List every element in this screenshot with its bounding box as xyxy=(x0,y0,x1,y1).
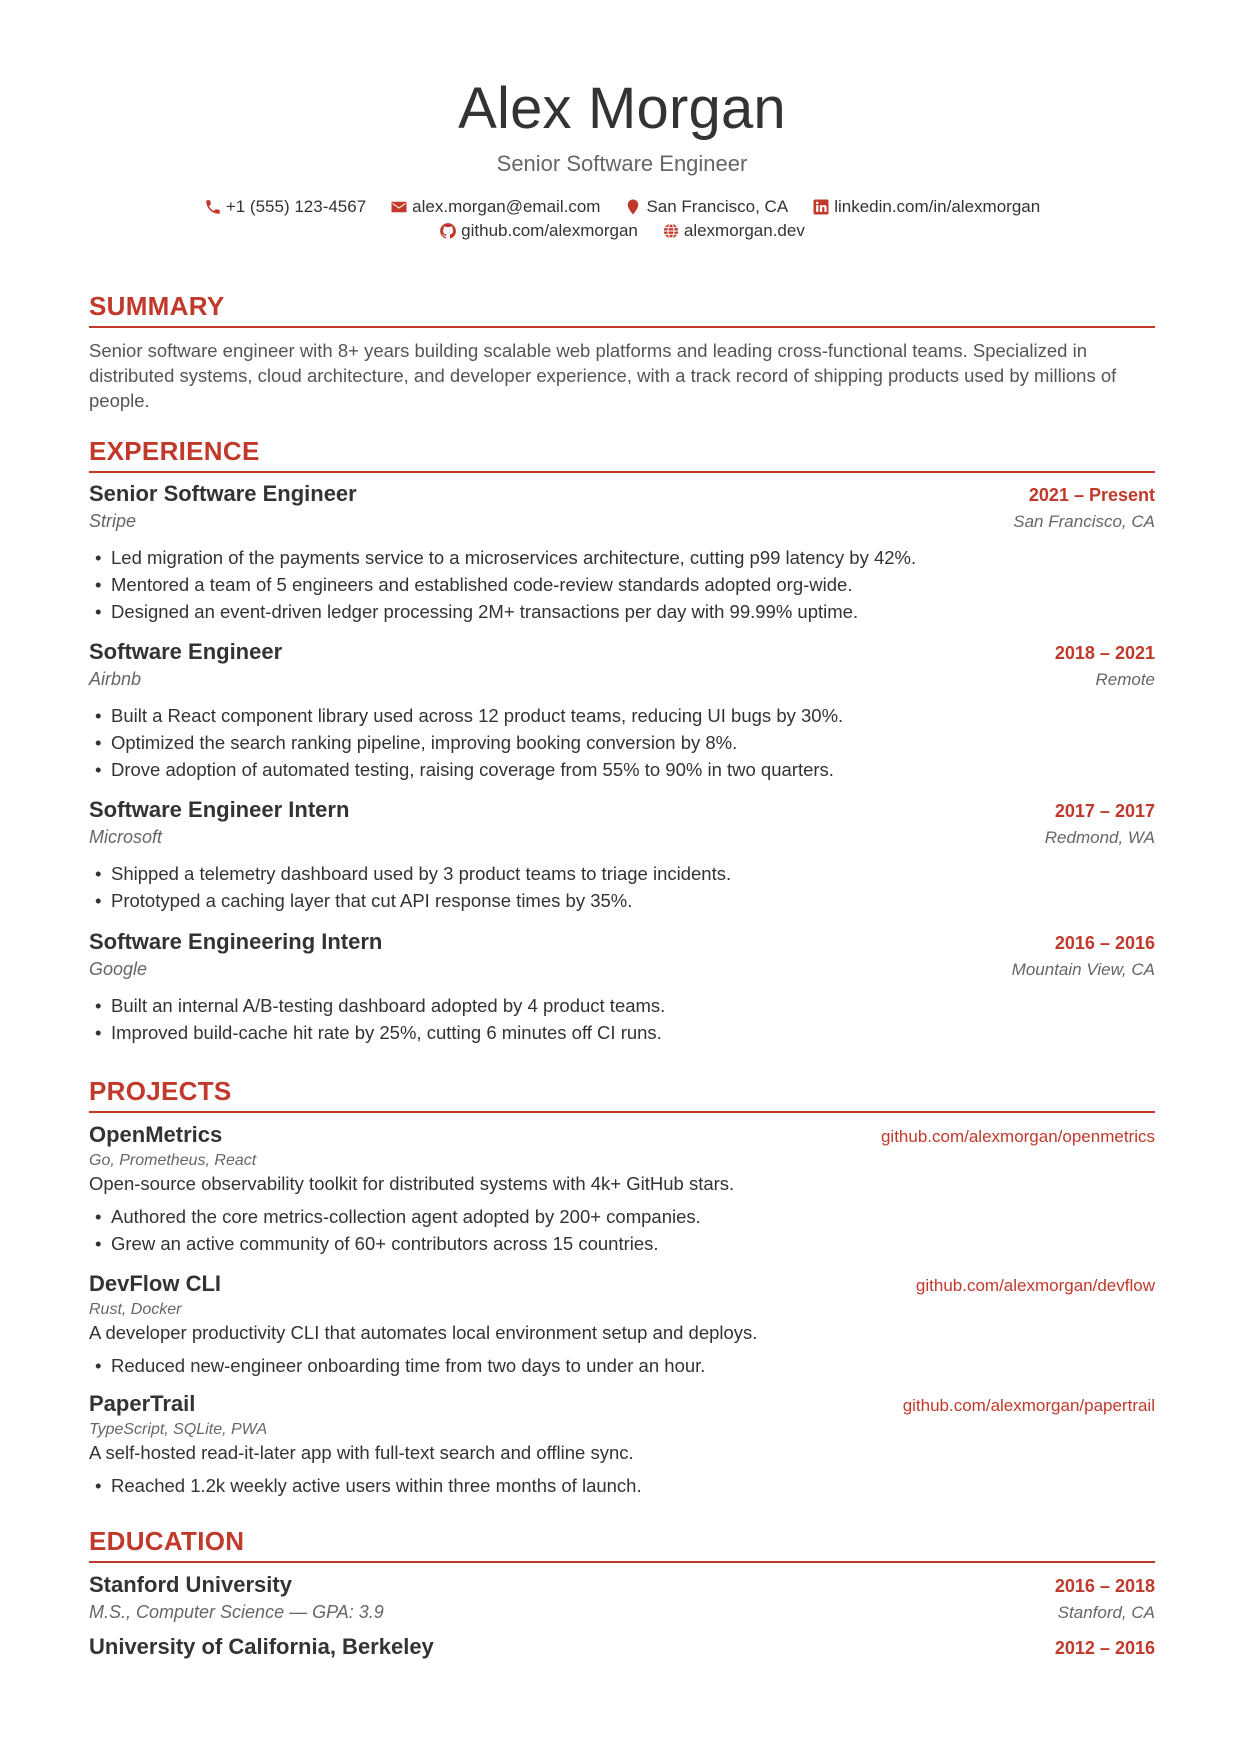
school-name: University of California, Berkeley xyxy=(89,1634,434,1659)
contact-github[interactable] xyxy=(439,220,638,242)
project-description: A developer productivity CLI that automates local environment setup and deploys. xyxy=(89,1322,758,1343)
experience-entry xyxy=(89,796,1155,914)
job-title: Software Engineer xyxy=(89,639,283,664)
candidate-name: Alex Morgan xyxy=(458,76,786,141)
company-name: Microsoft xyxy=(89,827,163,847)
job-dates: 2016 – 2016 xyxy=(1054,933,1155,953)
project-bullet-list xyxy=(89,1352,1155,1379)
achievement-item: • Led migration of the payments service to a microservices architecture, cutting p99 latency by 42%. xyxy=(89,544,1155,571)
degree: M.S., Computer Science — GPA: 3.9 xyxy=(89,1602,384,1622)
section-title-experience: EXPERIENCE xyxy=(89,435,1155,473)
project-entry xyxy=(89,1270,1155,1379)
job-dates: 2017 – 2017 xyxy=(1054,801,1155,821)
project-bullet: • Authored the core metrics-collection agent adopted by 200+ companies. xyxy=(89,1203,1155,1230)
website-text: alexmorgan.dev xyxy=(683,221,805,240)
achievement-item: • Built a React component library used across 12 product teams, reducing UI bugs by 30%. xyxy=(89,702,1155,729)
experience-entry xyxy=(89,480,1155,625)
project-description: Open-source observability toolkit for distributed systems with 4k+ GitHub stars. xyxy=(89,1173,735,1194)
achievement-list xyxy=(89,992,1155,1046)
achievement-item: • Optimized the search ranking pipeline, improving booking conversion by 8%. xyxy=(89,729,1155,756)
education-dates: 2012 – 2016 xyxy=(1054,1638,1155,1658)
contact-row xyxy=(89,196,1155,218)
company-name: Google xyxy=(89,959,148,979)
contact-phone[interactable] xyxy=(204,196,366,218)
project-entry xyxy=(89,1390,1155,1499)
contact-row-2 xyxy=(89,220,1155,242)
location-text: San Francisco, CA xyxy=(646,197,789,216)
project-link[interactable]: github.com/alexmorgan/openmetrics xyxy=(880,1127,1155,1146)
location-icon xyxy=(624,198,642,216)
linkedin-icon xyxy=(812,198,830,216)
school-location: Stanford, CA xyxy=(1057,1603,1155,1622)
job-title: Software Engineering Intern xyxy=(89,929,383,954)
project-tech: Rust, Docker xyxy=(89,1301,182,1318)
project-tech: TypeScript, SQLite, PWA xyxy=(89,1421,268,1438)
project-link[interactable]: github.com/alexmorgan/devflow xyxy=(915,1276,1155,1295)
project-name: OpenMetrics xyxy=(89,1122,223,1147)
project-entry xyxy=(89,1121,1155,1257)
project-bullet-list xyxy=(89,1472,1155,1499)
achievement-list xyxy=(89,702,1155,783)
education-entry xyxy=(89,1571,1155,1625)
job-dates: 2018 – 2021 xyxy=(1054,643,1155,663)
achievement-item: • Drove adoption of automated testing, raising coverage from 55% to 90% in two quarters. xyxy=(89,756,1155,783)
job-location: Mountain View, CA xyxy=(1011,960,1155,979)
project-name: DevFlow CLI xyxy=(89,1271,222,1296)
github-icon xyxy=(439,222,457,240)
achievement-item: • Built an internal A/B-testing dashboard adopted by 4 product teams. xyxy=(89,992,1155,1019)
project-bullet-list xyxy=(89,1203,1155,1257)
candidate-title: Senior Software Engineer xyxy=(496,151,748,176)
project-bullet: • Grew an active community of 60+ contributors across 15 countries. xyxy=(89,1230,1155,1257)
phone-icon xyxy=(204,198,222,216)
job-title: Senior Software Engineer xyxy=(89,481,357,506)
section-title-summary: SUMMARY xyxy=(89,290,1155,328)
job-title: Software Engineer Intern xyxy=(89,797,350,822)
achievement-item: • Shipped a telemetry dashboard used by 3 product teams to triage incidents. xyxy=(89,860,1155,887)
contact-linkedin[interactable] xyxy=(812,196,1040,218)
school-name: Stanford University xyxy=(89,1572,292,1597)
project-link[interactable]: github.com/alexmorgan/papertrail xyxy=(902,1396,1155,1415)
summary-text: Senior software engineer with 8+ years building scalable web platforms and leading cross-functional teams. Specialized in distributed systems, cloud architecture, and developer experience, with a track record of shipping products used by millions of people. xyxy=(89,340,1117,411)
project-bullet: • Reduced new-engineer onboarding time from two days to under an hour. xyxy=(89,1352,1155,1379)
project-bullet: • Reached 1.2k weekly active users within three months of launch. xyxy=(89,1472,1155,1499)
github-text: github.com/alexmorgan xyxy=(461,221,638,240)
job-location: Remote xyxy=(1095,670,1155,689)
contact-location xyxy=(624,196,788,218)
project-name: PaperTrail xyxy=(89,1391,196,1416)
achievement-list xyxy=(89,860,1155,914)
education-dates: 2016 – 2018 xyxy=(1054,1576,1155,1596)
company-name: Airbnb xyxy=(89,669,142,689)
linkedin-text: linkedin.com/in/alexmorgan xyxy=(834,197,1041,216)
globe-icon xyxy=(662,222,680,240)
achievement-list xyxy=(89,544,1155,625)
job-location: San Francisco, CA xyxy=(1013,512,1155,531)
project-tech: Go, Prometheus, React xyxy=(89,1152,257,1169)
phone-text: +1 (555) 123-4567 xyxy=(225,197,367,216)
mail-icon xyxy=(390,198,408,216)
contact-website[interactable] xyxy=(662,220,805,242)
achievement-item: • Improved build-cache hit rate by 25%, cutting 6 minutes off CI runs. xyxy=(89,1019,1155,1046)
job-dates: 2021 – Present xyxy=(1028,485,1155,505)
achievement-item: • Mentored a team of 5 engineers and established code-review standards adopted org-wide. xyxy=(89,571,1155,598)
experience-entry xyxy=(89,638,1155,783)
section-title-projects: PROJECTS xyxy=(89,1075,1155,1113)
achievement-item: • Prototyped a caching layer that cut API response times by 35%. xyxy=(89,887,1155,914)
section-title-education: EDUCATION xyxy=(89,1525,1155,1563)
education-entry xyxy=(89,1633,1155,1662)
company-name: Stripe xyxy=(89,511,137,531)
experience-entry xyxy=(89,928,1155,1046)
project-description: A self-hosted read-it-later app with full-text search and offline sync. xyxy=(89,1442,634,1463)
email-text: alex.morgan@email.com xyxy=(412,197,601,216)
achievement-item: • Designed an event-driven ledger processing 2M+ transactions per day with 99.99% uptime. xyxy=(89,598,1155,625)
contact-email[interactable] xyxy=(390,196,600,218)
job-location: Redmond, WA xyxy=(1044,828,1155,847)
